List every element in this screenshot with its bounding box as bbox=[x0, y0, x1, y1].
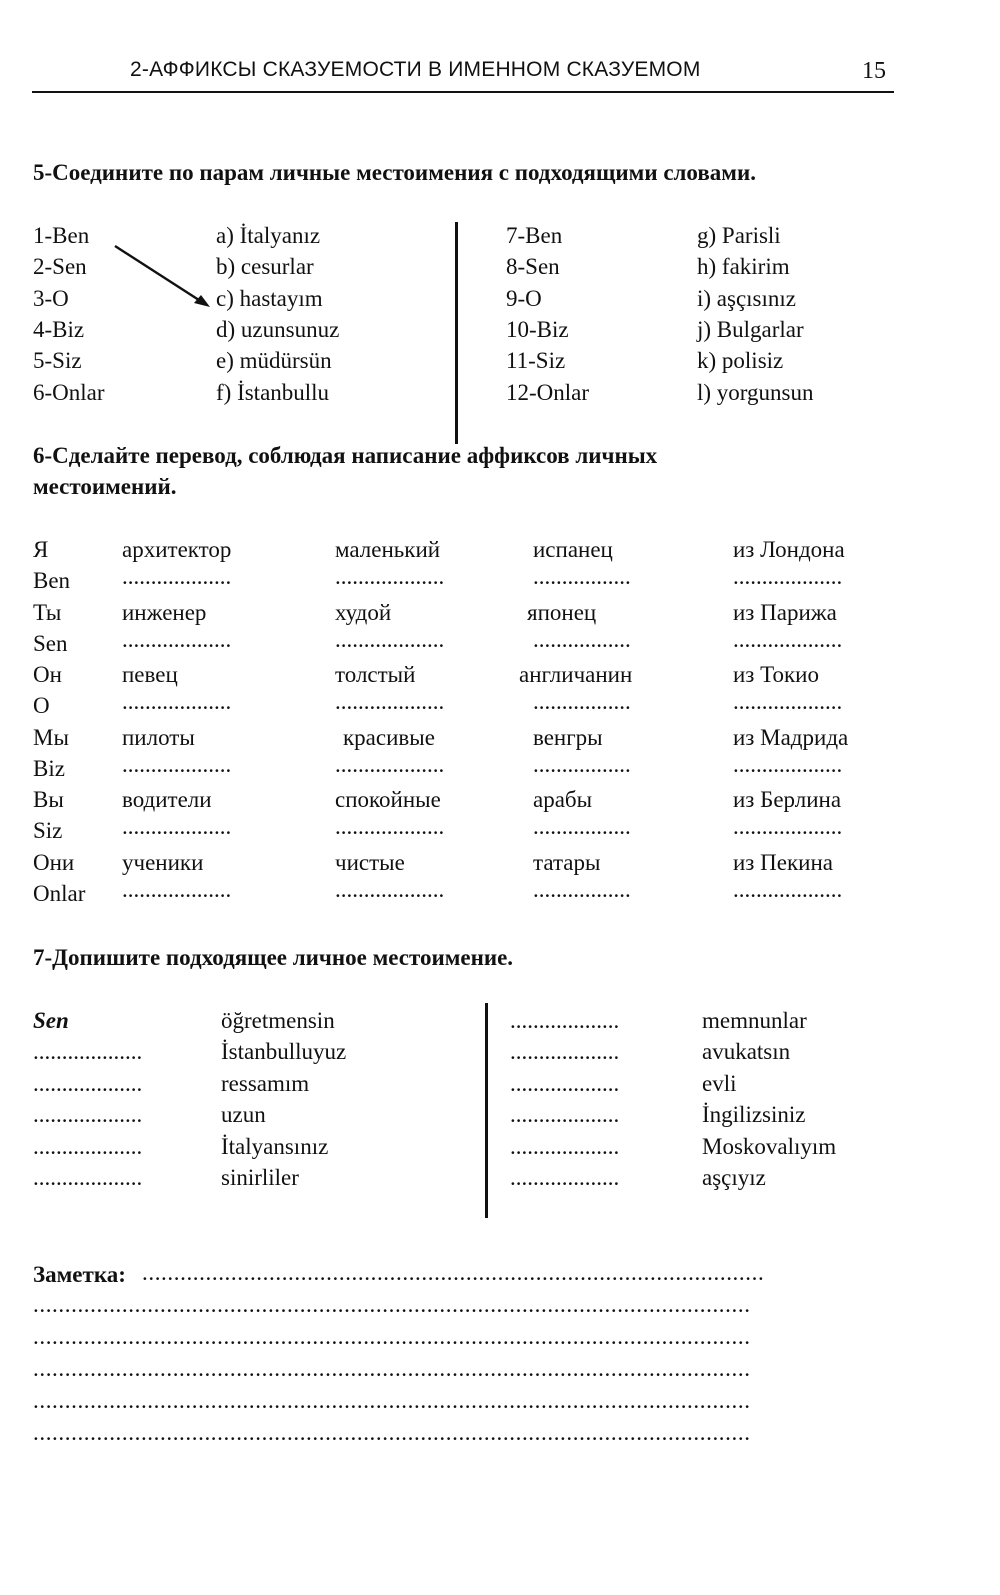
ex7-answer-blank[interactable]: ................... bbox=[33, 1165, 143, 1190]
ex7-word: aşçıyız bbox=[702, 1165, 766, 1190]
ex6-answer-blank[interactable]: ................. bbox=[533, 877, 631, 902]
ex7-word: uzun bbox=[221, 1102, 266, 1127]
ex7-answer-blank[interactable]: ................... bbox=[33, 1039, 143, 1064]
ex6-answer-blank[interactable]: ................. bbox=[533, 627, 631, 652]
ex5-word: c) hastayım bbox=[216, 286, 323, 311]
ex5-pronoun: 12-Onlar bbox=[506, 380, 590, 405]
ex7-word: İtalyansınız bbox=[221, 1134, 329, 1159]
ex6-word: спокойные bbox=[335, 787, 441, 812]
ex6-word: из Берлина bbox=[733, 787, 842, 812]
ex6-answer-blank[interactable]: ................. bbox=[533, 564, 631, 589]
ex6-word: из Парижа bbox=[733, 600, 837, 625]
ex6-heading-line2: местоимений. bbox=[33, 474, 177, 499]
ex7-word: İngilizsiniz bbox=[702, 1102, 806, 1127]
ex6-word: испанец bbox=[533, 537, 613, 562]
ex5-word: b) cesurlar bbox=[216, 254, 314, 279]
ex6-turkish-pronoun: Sen bbox=[33, 631, 68, 656]
ex5-word: j) Bulgarlar bbox=[697, 317, 804, 342]
match-arrow-icon bbox=[110, 240, 220, 310]
ex6-russian-pronoun: Они bbox=[33, 850, 75, 875]
ex6-turkish-pronoun: O bbox=[33, 693, 50, 718]
ex6-answer-blank[interactable]: ................... bbox=[733, 564, 843, 589]
ex6-word: водители bbox=[122, 787, 212, 812]
ex7-word: memnunlar bbox=[702, 1008, 807, 1033]
ex6-word: татары bbox=[533, 850, 601, 875]
ex5-word: f) İstanbullu bbox=[216, 380, 330, 405]
ex6-answer-blank[interactable]: ................... bbox=[335, 627, 445, 652]
ex6-word: венгры bbox=[533, 725, 603, 750]
ex6-answer-blank[interactable]: ................... bbox=[733, 752, 843, 777]
ex6-answer-blank[interactable]: ................... bbox=[733, 627, 843, 652]
ex6-word: красивые bbox=[343, 725, 435, 750]
ex7-word: öğretmensin bbox=[221, 1008, 335, 1033]
note-line[interactable]: ................................................................................................................. bbox=[33, 1420, 751, 1445]
ex5-pronoun: 8-Sen bbox=[506, 254, 560, 279]
ex6-word: из Токио bbox=[733, 662, 819, 687]
ex6-answer-blank[interactable]: ................... bbox=[122, 564, 232, 589]
ex5-word: l) yorgunsun bbox=[697, 380, 814, 405]
ex5-column-divider bbox=[455, 222, 458, 444]
ex5-pronoun: 4-Biz bbox=[33, 317, 85, 342]
header-rule bbox=[32, 91, 894, 93]
ex6-answer-blank[interactable]: ................... bbox=[335, 877, 445, 902]
ex7-word: avukatsın bbox=[702, 1039, 791, 1064]
ex5-pronoun: 6-Onlar bbox=[33, 380, 105, 405]
note-line[interactable]: .................................................................................................. bbox=[142, 1260, 765, 1285]
ex6-word: чистые bbox=[335, 850, 405, 875]
ex5-word: k) polisiz bbox=[697, 348, 784, 373]
ex5-word: h) fakirim bbox=[697, 254, 790, 279]
ex6-answer-blank[interactable]: ................... bbox=[122, 689, 232, 714]
ex6-word: из Мадрида bbox=[733, 725, 849, 750]
ex5-heading: 5-Соедините по парам личные местоимения с подходящими словами. bbox=[33, 160, 756, 185]
ex6-russian-pronoun: Мы bbox=[33, 725, 69, 750]
ex7-answer-blank[interactable]: ................... bbox=[510, 1102, 620, 1127]
ex6-answer-blank[interactable]: ................... bbox=[122, 752, 232, 777]
ex5-word: e) müdürsün bbox=[216, 348, 332, 373]
ex5-pronoun: 9-O bbox=[506, 286, 542, 311]
ex6-answer-blank[interactable]: ................... bbox=[122, 814, 232, 839]
ex6-word: певец bbox=[122, 662, 178, 687]
note-line[interactable]: ................................................................................................................. bbox=[33, 1292, 751, 1317]
note-line[interactable]: ................................................................................................................. bbox=[33, 1324, 751, 1349]
ex6-word: арабы bbox=[533, 787, 593, 812]
ex6-answer-blank[interactable]: ................. bbox=[533, 814, 631, 839]
ex6-answer-blank[interactable]: ................... bbox=[122, 877, 232, 902]
ex6-answer-blank[interactable]: ................... bbox=[335, 689, 445, 714]
ex6-answer-blank[interactable]: ................. bbox=[533, 689, 631, 714]
running-header: 2-АФФИКСЫ СКАЗУЕМОСТИ В ИМЕННОМ СКАЗУЕМОМ bbox=[130, 58, 701, 81]
ex6-turkish-pronoun: Onlar bbox=[33, 881, 86, 906]
ex5-word: d) uzunsunuz bbox=[216, 317, 340, 342]
ex5-pronoun: 10-Biz bbox=[506, 317, 569, 342]
ex6-word: японец bbox=[527, 600, 597, 625]
ex5-pronoun: 2-Sen bbox=[33, 254, 87, 279]
ex7-answer-blank[interactable]: ................... bbox=[33, 1134, 143, 1159]
note-line[interactable]: ................................................................................................................. bbox=[33, 1388, 751, 1413]
ex7-answer-blank[interactable]: ................... bbox=[510, 1071, 620, 1096]
ex6-russian-pronoun: Вы bbox=[33, 787, 64, 812]
ex7-word: İstanbulluyuz bbox=[221, 1039, 347, 1064]
ex6-word: из Пекина bbox=[733, 850, 833, 875]
ex6-russian-pronoun: Ты bbox=[33, 600, 62, 625]
ex7-word: Moskovalıyım bbox=[702, 1134, 837, 1159]
ex6-word: толстый bbox=[335, 662, 416, 687]
ex6-heading-line1: 6-Сделайте перевод, соблюдая написание аффиксов личных bbox=[33, 443, 658, 468]
ex6-word: пилоты bbox=[122, 725, 195, 750]
ex6-answer-blank[interactable]: ................... bbox=[733, 877, 843, 902]
ex6-russian-pronoun: Я bbox=[33, 537, 49, 562]
ex5-word: g) Parisli bbox=[697, 223, 781, 248]
ex6-word: из Лондона bbox=[733, 537, 845, 562]
ex5-pronoun: 3-O bbox=[33, 286, 69, 311]
ex5-word: a) İtalyanız bbox=[216, 223, 321, 248]
ex7-answer-blank[interactable]: ................... bbox=[33, 1102, 143, 1127]
page-number: 15 bbox=[862, 58, 886, 84]
ex6-word: архитектор bbox=[122, 537, 232, 562]
ex5-pronoun: 7-Ben bbox=[506, 223, 563, 248]
ex7-column-divider bbox=[485, 1003, 488, 1218]
ex6-word: маленький bbox=[335, 537, 441, 562]
ex6-answer-blank[interactable]: ................... bbox=[733, 689, 843, 714]
ex7-word: evli bbox=[702, 1071, 737, 1096]
ex6-word: худой bbox=[335, 600, 392, 625]
note-label: Заметка: bbox=[33, 1262, 126, 1287]
ex6-word: инженер bbox=[122, 600, 207, 625]
ex7-word: ressamım bbox=[221, 1071, 310, 1096]
ex6-answer-blank[interactable]: ................. bbox=[533, 752, 631, 777]
ex7-example-pronoun: Sen bbox=[33, 1008, 69, 1033]
ex6-word: ученики bbox=[122, 850, 204, 875]
ex6-word: англичанин bbox=[519, 662, 633, 687]
ex6-answer-blank[interactable]: ................... bbox=[733, 814, 843, 839]
ex6-turkish-pronoun: Ben bbox=[33, 568, 71, 593]
ex6-russian-pronoun: Он bbox=[33, 662, 62, 687]
ex7-word: sinirliler bbox=[221, 1165, 299, 1190]
ex6-turkish-pronoun: Biz bbox=[33, 756, 65, 781]
ex7-heading: 7-Допишите подходящее личное местоимение. bbox=[33, 945, 514, 970]
ex6-answer-blank[interactable]: ................... bbox=[335, 564, 445, 589]
ex5-pronoun: 11-Siz bbox=[506, 348, 566, 373]
note-line[interactable]: ................................................................................................................. bbox=[33, 1356, 751, 1381]
ex6-answer-blank[interactable]: ................... bbox=[335, 814, 445, 839]
ex7-answer-blank[interactable]: ................... bbox=[510, 1134, 620, 1159]
ex6-answer-blank[interactable]: ................... bbox=[122, 627, 232, 652]
ex7-answer-blank[interactable]: ................... bbox=[33, 1071, 143, 1096]
ex5-pronoun: 1-Ben bbox=[33, 223, 90, 248]
ex6-answer-blank[interactable]: ................... bbox=[335, 752, 445, 777]
ex7-answer-blank[interactable]: ................... bbox=[510, 1165, 620, 1190]
ex5-pronoun: 5-Siz bbox=[33, 348, 82, 373]
ex5-word: i) aşçısınız bbox=[697, 286, 796, 311]
ex6-turkish-pronoun: Siz bbox=[33, 818, 63, 843]
ex7-answer-blank[interactable]: ................... bbox=[510, 1039, 620, 1064]
ex7-answer-blank[interactable]: ................... bbox=[510, 1008, 620, 1033]
